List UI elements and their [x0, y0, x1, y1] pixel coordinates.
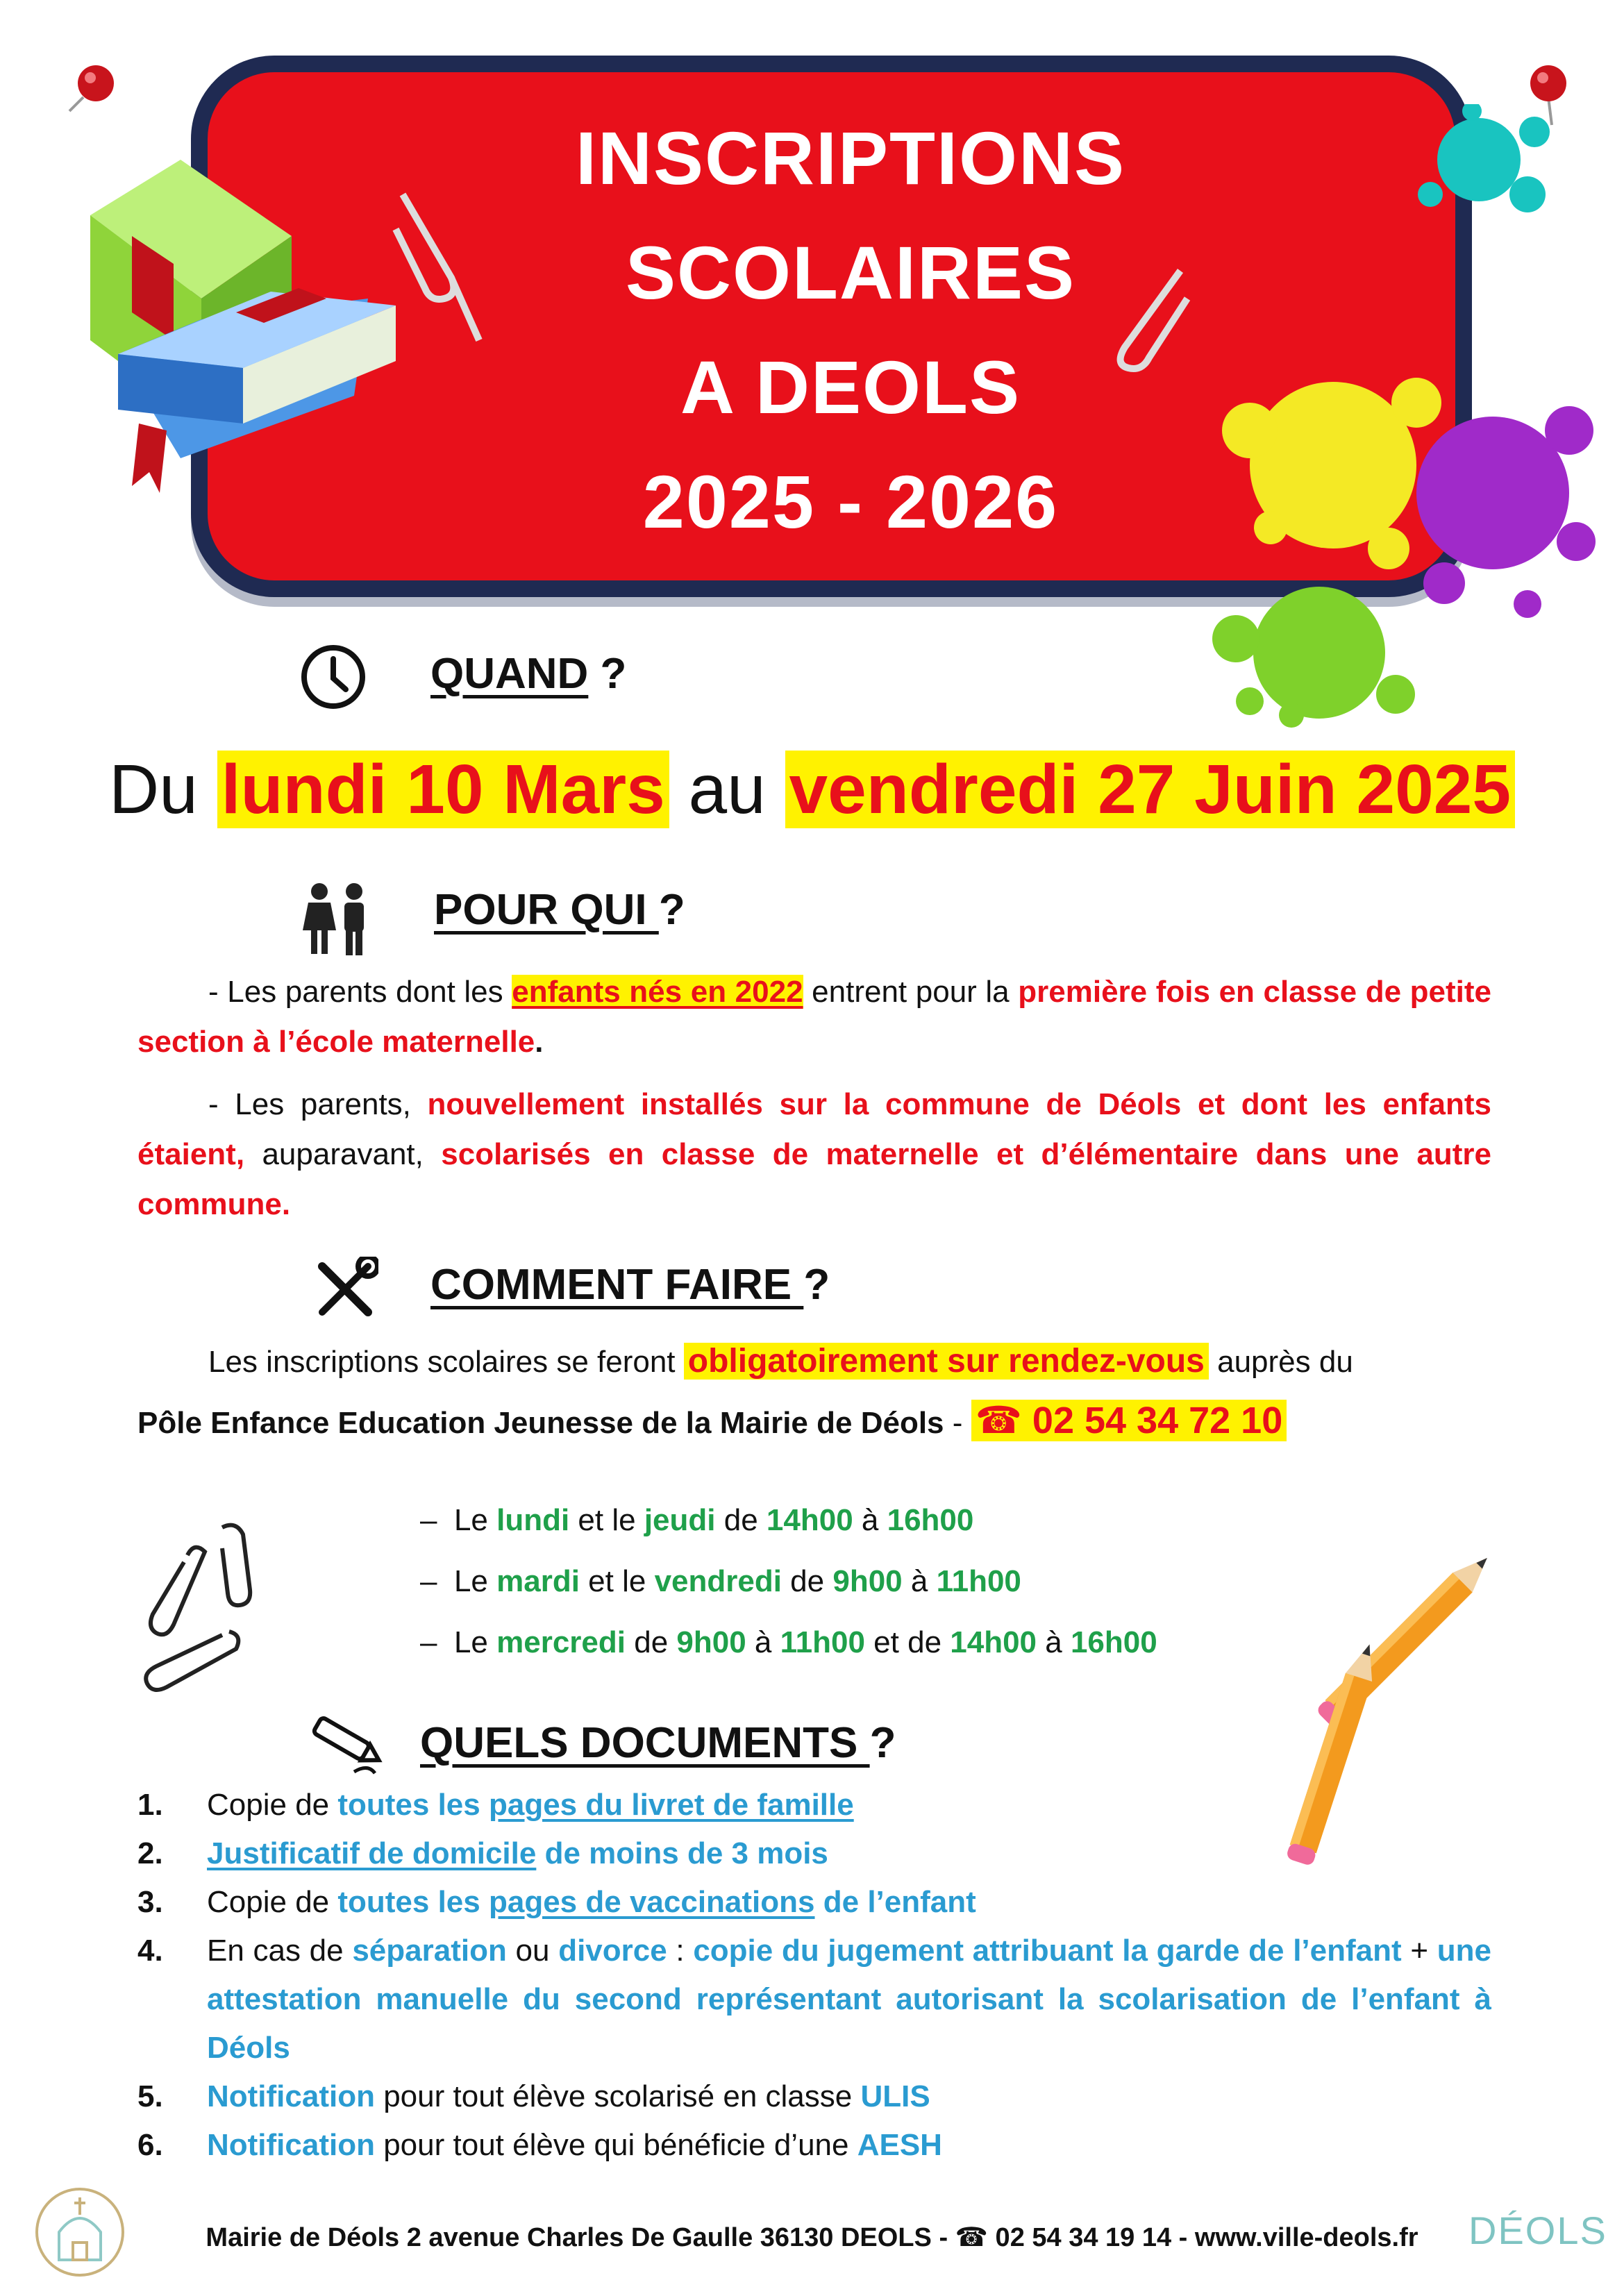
document-item: 1. Copie de toutes les pages du livret de famille: [137, 1788, 854, 1822]
quand-heading: QUAND ?: [430, 650, 627, 698]
schedule-list: [420, 1500, 1157, 1664]
pole-phone-number: 02 54 34 72 10: [1032, 1400, 1283, 1441]
banner-title-line-4: 2025 - 2026: [642, 460, 1059, 544]
paperclip-icon: [389, 174, 493, 354]
footer-phone-icon: ☎: [955, 2223, 988, 2252]
document-item: 3. Copie de toutes les pages de vaccinations de l’enfant: [137, 1885, 976, 1919]
paint-splash-decoration-icon: [1166, 104, 1611, 729]
deols-logo: DÉOLS: [1468, 2209, 1607, 2252]
pour-qui-heading: POUR QUI ?: [434, 886, 685, 934]
comment-faire-paragraph: Les inscriptions scolaires se feront obligatoirement sur rendez-vous auprès du: [208, 1343, 1353, 1380]
document-item: 2. Justificatif de domicile de moins de 3 mois: [137, 1836, 828, 1870]
clock-icon: [299, 642, 368, 712]
documents-list: [137, 1781, 1491, 2170]
schedule-row: – Le mercredi de 9h00 à 11h00 et de 14h00 à 16h00: [420, 1625, 1157, 1659]
schedule-row: – Le mardi et le vendredi de 9h00 à 11h00: [420, 1564, 1021, 1598]
pole-contact-line: Pôle Enfance Education Jeunesse de la Mairie de Déols - ☎ 02 54 34 72 10: [137, 1396, 1287, 1448]
children-icon: [299, 882, 375, 958]
registration-dates: Du lundi 10 Mars au vendredi 27 Juin 2025: [0, 750, 1624, 830]
document-item: 5. Notification pour tout élève scolarisé en classe ULIS: [137, 2079, 930, 2113]
document-item: 6. Notification pour tout élève qui bénéficie d’une AESH: [137, 2128, 942, 2162]
document-item: 4. En cas de séparation ou divorce : copie du jugement attribuant la garde de l’enfant + une attestation manuelle du second représentant autorisant la scolarisation de l’enfant à Déols: [137, 1934, 1491, 2065]
quels-documents-heading: QUELS DOCUMENTS ?: [420, 1719, 896, 1767]
paperclips-icon: [118, 1514, 271, 1701]
schedule-row: – Le lundi et le jeudi de 14h00 à 16h00: [420, 1503, 974, 1537]
banner-title-line-1: INSCRIPTIONS: [575, 116, 1126, 200]
pour-qui-paragraph-1: - Les parents dont les enfants nés en 2022 entrent pour la première fois en classe de petite section à l’école maternelle.: [137, 975, 1491, 1059]
tools-icon: [312, 1257, 378, 1323]
end-date: vendredi 27 Juin 2025: [785, 751, 1515, 828]
comment-faire-heading: COMMENT FAIRE ?: [430, 1261, 830, 1309]
banner-title-line-2: SCOLAIRES: [625, 231, 1076, 315]
pen-icon: [305, 1708, 389, 1777]
start-date: lundi 10 Mars: [217, 751, 669, 828]
banner-title-line-3: A DEOLS: [680, 345, 1021, 429]
red-pin-left-icon: [62, 56, 125, 118]
pour-qui-paragraph-2: - Les parents, nouvellement installés sur la commune de Déols et dont les enfants étaient, auparavant, scolarisés en classe de maternelle et d’élémentaire dans une autre commune.: [137, 1087, 1491, 1221]
phone-icon: ☎: [975, 1400, 1022, 1441]
books-illustration-icon: [76, 132, 424, 507]
footer-contact: Mairie de Déols 2 avenue Charles De Gaulle 36130 DEOLS - ☎ 02 54 34 19 14 - www.ville-deols.fr: [206, 2223, 1418, 2252]
